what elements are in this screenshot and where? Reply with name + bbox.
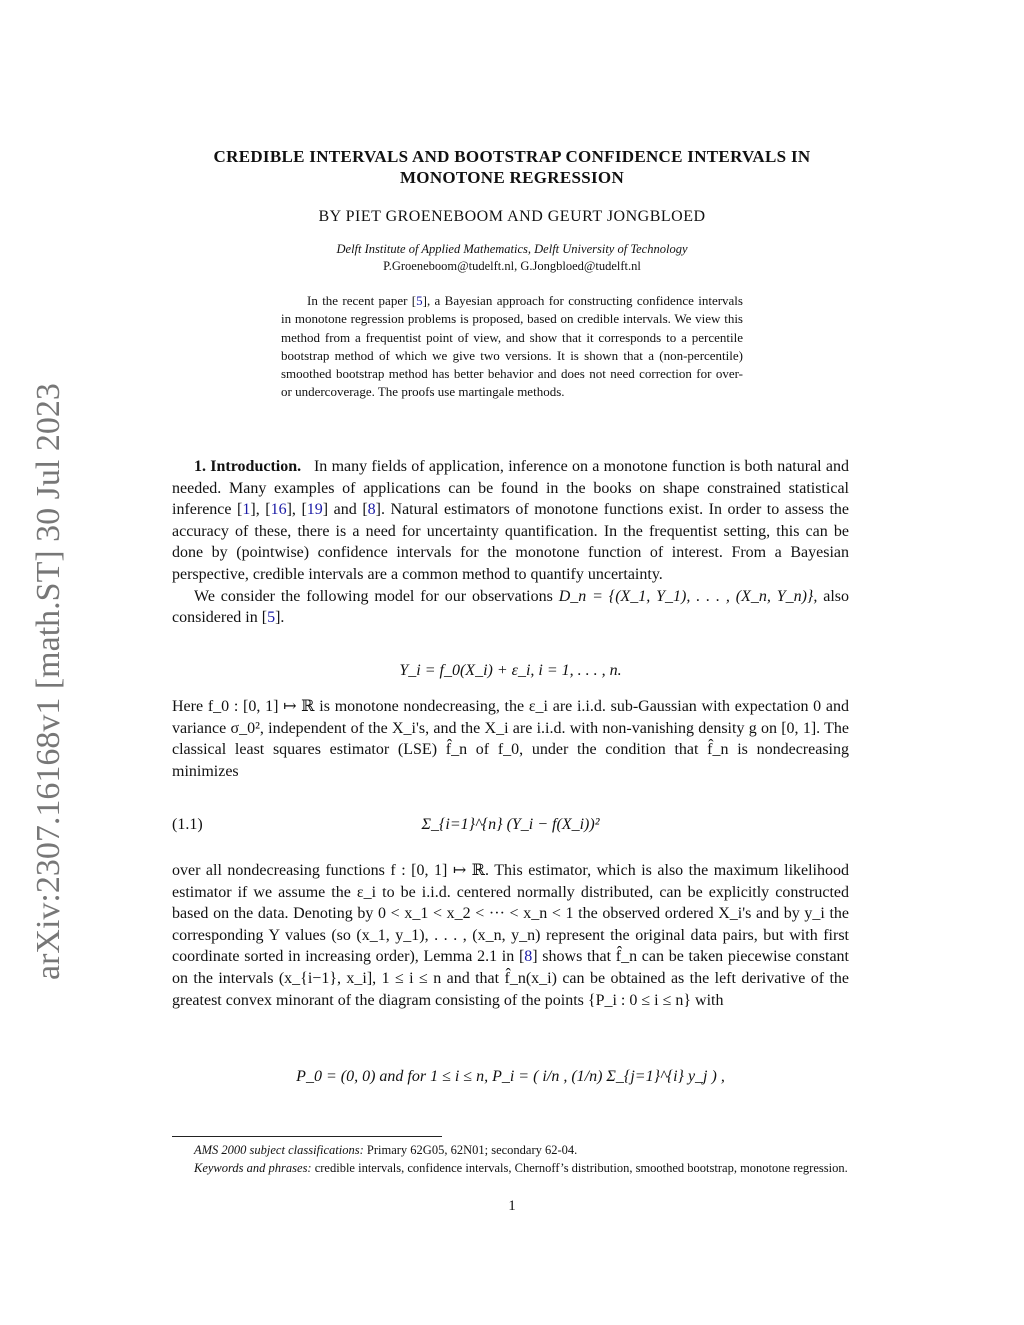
section-heading: 1. Introduction. [194, 458, 302, 475]
citation-link[interactable]: 8 [524, 948, 533, 966]
math-inline: D_n = {(X_1, Y_1), . . . , (X_n, Y_n)}, [558, 587, 818, 605]
author-emails: P.Groeneboom@tudelft.nl, G.Jongbloed@tudelft.nl [383, 259, 641, 273]
paper-authors: BY PIET GROENEBOOM AND GEURT JONGBLOED [318, 208, 706, 225]
equation-sum: Σ_{i=1}^{n} (Y_i − f(X_i))² [421, 816, 600, 833]
footnote-msc: AMS 2000 subject classifications: Primary 62G05, 62N01; secondary 62-04. [194, 1143, 578, 1157]
footnote-rule [172, 1136, 442, 1137]
footnote-keywords: Keywords and phrases: credible intervals, confidence intervals, Chernoff’s distribution, smoothed bootstrap, monotone regression. [194, 1161, 848, 1175]
intro-paragraph-4: over all nondecreasing functions f : [0, 1] ↦ ℝ. This estimator, which is also the maximum likelihood estimator if we assume the ε_i to be i.i.d. centered normally distributed, can be explicitly constructed based on the data. Denoting by 0 < x_1 < x_2 < ··· < x_n < 1 the observed ordered X_i's and by y_i the corresponding Y values (so (x_1, y_1), . . . , (x_n, y_n) represent the original data pairs, but with first coordinate sorted in increasing order), Lemma 2.1 in [8] shows that f̂_n can be taken piecewise constant on the intervals (x_{i−1}, x_i], 1 ≤ i ≤ n and that f̂_n(x_i) can be obtained as the left derivative of the greatest convex minorant of the diagram consisting of the points {P_i : 0 ≤ i ≤ n} with [172, 862, 849, 1009]
equation-1-1 [172, 808, 849, 858]
citation-link[interactable]: 16 [270, 501, 287, 519]
intro-paragraph-3: Here f_0 : [0, 1] ↦ ℝ is monotone nondecreasing, the ε_i are i.i.d. sub-Gaussian with expectation 0 and variance σ_0², independent of the X_i's, and the X_i are i.i.d. with non-vanishing density g on [0, 1]. The classical least squares estimator (LSE) f̂_n of f_0, under the condition that f̂_n is nondecreasing minimizes [172, 698, 849, 780]
affiliation: Delft Institute of Applied Mathematics, Delft University of Technology [336, 242, 688, 256]
citation-link[interactable]: 19 [306, 501, 323, 519]
paper-title: CREDIBLE INTERVALS AND BOOTSTRAP CONFIDENCE INTERVALS IN MONOTONE REGRESSION [213, 147, 811, 187]
intro-paragraph-1: 1. Introduction. In many fields of application, inference on a monotone function is both natural and needed. Many examples of applications can be found in the books on shape constrained statistical inference [1], [16], [19] and [8]. Natural estimators of monotone functions exist. In order to assess the accuracy of these, there is a need for uncertainty quantification. In the frequentist setting, this can be done by (pointwise) confidence intervals for the monotone function of interest. From a Bayesian perspective, credible intervals are a common method to quantify uncertainty. We consider the following model for our observations D_n = {(X_1, Y_1), . . . , (X_n, Y_n)}, also considered in [5]. [172, 458, 850, 627]
citation-link[interactable]: 1 [242, 501, 251, 519]
page-number: 1 [508, 1198, 516, 1214]
citation-link[interactable]: 5 [267, 609, 276, 627]
affiliation-block [172, 241, 852, 275]
equation-label: (1.1) [172, 816, 203, 833]
citation-link[interactable]: 5 [416, 293, 423, 308]
abstract: In the recent paper [5], a Bayesian approach for constructing confidence intervals in monotone regression problems is proposed, based on credible intervals. We view this method from a frequentist point of view, and show that it corresponds to a percentile bootstrap method of which we give two versions. It is shown that a (non-percentile) smoothed bootstrap method has better behavior and does not need correction for over- or undercoverage. The proofs use martingale methods. [281, 293, 743, 400]
citation-link[interactable]: 8 [367, 501, 376, 519]
